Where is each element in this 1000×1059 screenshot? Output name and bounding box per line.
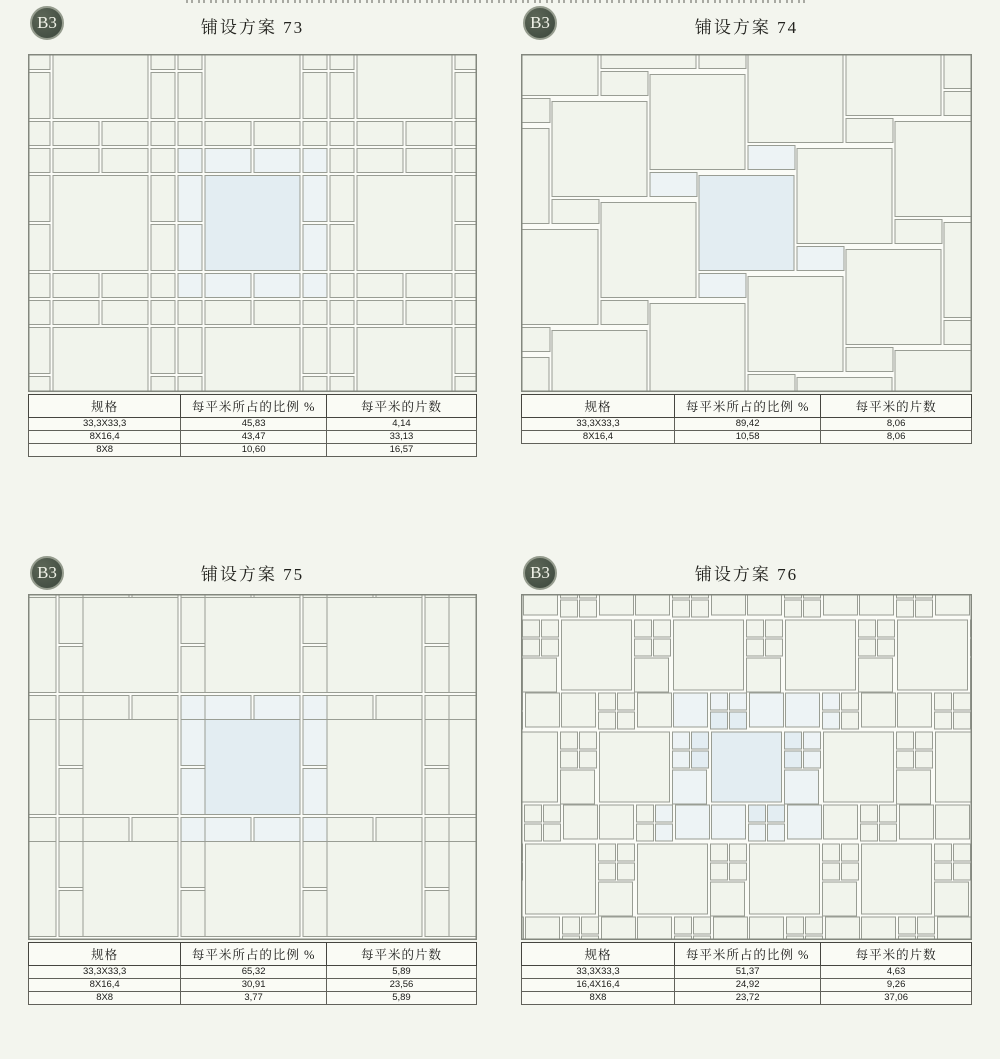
spec-table-header-row [29,943,477,966]
spec-cell: 51,37 [674,966,820,979]
spec-cell: 3,77 [181,992,327,1005]
spec-cell: 8X8 [29,992,181,1005]
spec-cell: 45,83 [181,418,327,431]
spec-table-row [29,966,477,979]
spec-cell: 24,92 [674,979,820,992]
spec-cell: 33,13 [326,431,476,444]
spec-table-header: 每平米的片数 [821,943,972,966]
spec-table-header: 每平米所占的比例 % [181,395,327,418]
spec-table-header-row [522,943,972,966]
spec-cell: 33,3X33,3 [29,966,181,979]
spec-table [28,942,477,1005]
spec-cell: 8,06 [821,431,972,444]
spec-table-header: 每平米所占的比例 % [674,395,820,418]
scheme-header [28,556,477,594]
scheme-title: 铺设方案 76 [694,565,799,584]
spec-cell: 5,89 [326,992,476,1005]
spec-cell: 9,26 [821,979,972,992]
spec-table-header: 规格 [522,395,675,418]
spec-table [28,394,477,457]
spec-table-header: 每平米的片数 [326,395,476,418]
scheme-panel-74 [521,4,972,444]
spec-table-row [29,992,477,1005]
spec-table-header-row [522,395,972,418]
spec-cell: 33,3X33,3 [29,418,181,431]
spec-cell: 8X8 [522,992,675,1005]
scheme-header [521,556,972,594]
spec-table-header: 每平米所占的比例 % [181,943,327,966]
series-b3-badge [30,6,64,40]
cropped-header-text-artifact [186,0,806,3]
series-badge-label: B3 [530,563,550,582]
scheme-title: 铺设方案 73 [200,18,305,37]
spec-table-row [29,418,477,431]
spec-cell: 8X8 [29,444,181,457]
series-b3-badge [30,556,64,590]
spec-table-header: 每平米的片数 [821,395,972,418]
spec-table-header: 规格 [29,395,181,418]
spec-cell: 8,06 [821,418,972,431]
spec-table-row [29,444,477,457]
series-badge-label: B3 [37,563,57,582]
spec-table-row [522,992,972,1005]
spec-table-row [29,431,477,444]
spec-cell: 37,06 [821,992,972,1005]
scheme-panel-73 [28,4,477,457]
spec-table-row [522,966,972,979]
spec-table-header-row [29,395,477,418]
spec-cell: 8X16,4 [29,979,181,992]
spec-table-header: 规格 [29,943,181,966]
spec-cell: 33,3X33,3 [522,966,675,979]
tile-pattern-diagram [28,594,477,940]
spec-table-header: 每平米所占的比例 % [674,943,820,966]
spec-table-header: 规格 [522,943,675,966]
spec-cell: 23,72 [674,992,820,1005]
spec-cell: 8X16,4 [29,431,181,444]
spec-cell: 65,32 [181,966,327,979]
spec-table-row [522,418,972,431]
spec-cell: 5,89 [326,966,476,979]
spec-cell: 89,42 [674,418,820,431]
scheme-panel-76 [521,556,972,1005]
spec-cell: 43,47 [181,431,327,444]
series-badge-label: B3 [530,13,550,32]
spec-cell: 10,60 [181,444,327,457]
spec-table-row [522,431,972,444]
spec-table-header: 每平米的片数 [326,943,476,966]
spec-table [521,394,972,444]
scheme-panel-75 [28,556,477,1005]
series-badge-label: B3 [37,13,57,32]
scheme-title: 铺设方案 75 [200,565,305,584]
spec-cell: 4,63 [821,966,972,979]
spec-cell: 30,91 [181,979,327,992]
spec-table [521,942,972,1005]
tile-pattern-diagram [521,54,972,392]
tile-pattern-diagram [28,54,477,392]
scheme-title: 铺设方案 74 [694,18,799,37]
spec-table-row [522,979,972,992]
spec-cell: 23,56 [326,979,476,992]
series-b3-badge [523,556,557,590]
scheme-header [521,4,972,54]
scheme-header [28,4,477,54]
spec-cell: 4,14 [326,418,476,431]
spec-cell: 16,4X16,4 [522,979,675,992]
spec-cell: 33,3X33,3 [522,418,675,431]
spec-cell: 10,58 [674,431,820,444]
spec-cell: 16,57 [326,444,476,457]
spec-cell: 8X16,4 [522,431,675,444]
spec-table-row [29,979,477,992]
tile-pattern-diagram [521,594,972,940]
series-b3-badge [523,6,557,40]
